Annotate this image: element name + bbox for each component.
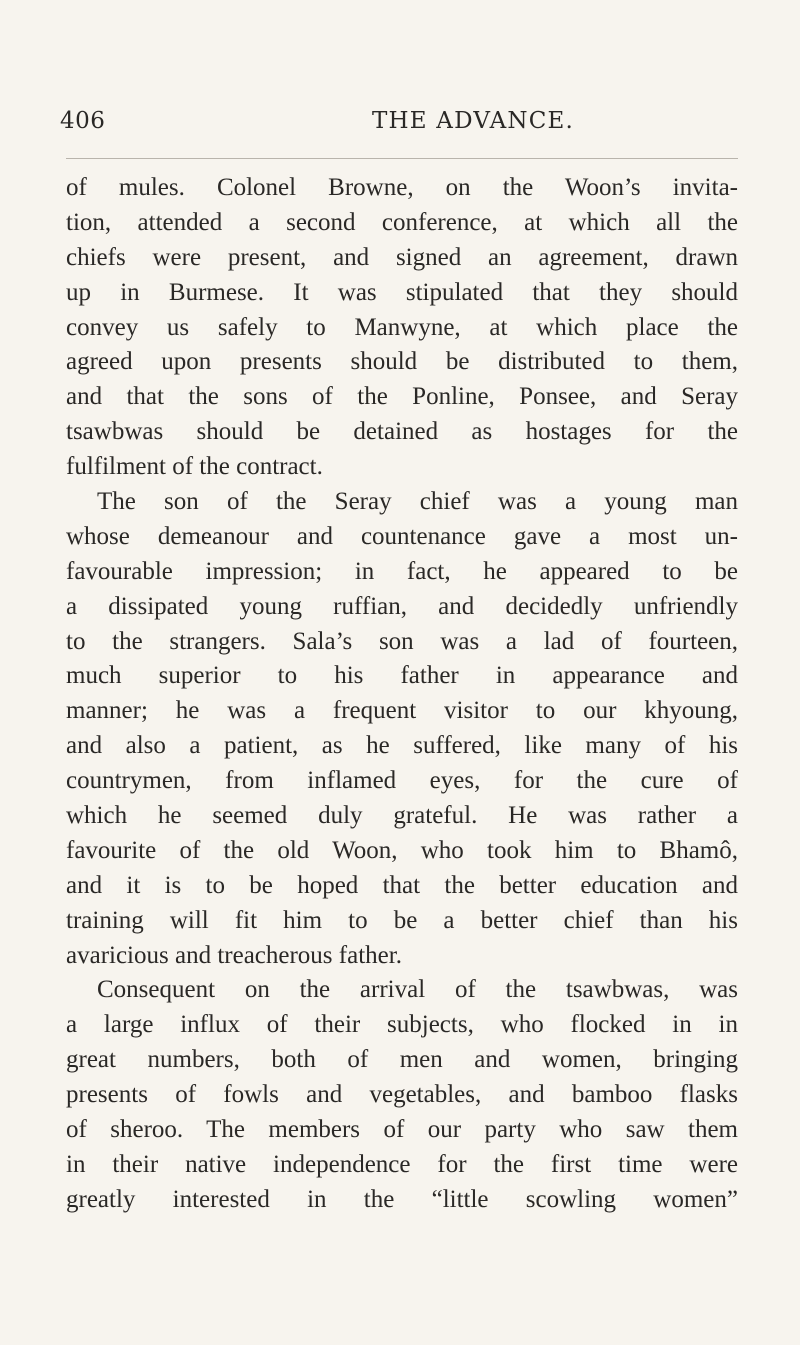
paragraph-2 — [66, 485, 738, 973]
text-line: a large influx of their subjects, who flocked in in — [66, 1011, 738, 1039]
text-line: of sheroo. The members of our party who saw them — [66, 1116, 738, 1144]
running-head — [60, 108, 740, 140]
page-number: 406 — [60, 108, 106, 134]
text-line: a dissipated young ruffian, and decidedly unfriendly — [66, 592, 738, 620]
text-line: manner; he was a frequent visitor to our khyoung, — [66, 697, 738, 725]
text-line: tion, attended a second conference, at which all the — [66, 208, 738, 236]
text-line: up in Burmese. It was stipulated that they should — [66, 278, 738, 306]
text-line: countrymen, from inflamed eyes, for the cure of — [66, 767, 738, 795]
paragraph-1 — [66, 171, 738, 485]
text-line: whose demeanour and countenance gave a most un- — [66, 522, 738, 550]
header-rule — [66, 158, 738, 159]
running-title: THE ADVANCE. — [372, 108, 575, 134]
text-line: favourable impression; in fact, he appeared to be — [66, 557, 738, 585]
text-line: and it is to be hoped that the better education and — [66, 871, 738, 899]
text-line: training will fit him to be a better chief than his — [66, 906, 738, 934]
text-line: agreed upon presents should be distributed to them, — [66, 348, 738, 376]
text-line: tsawbwas should be detained as hostages for the — [66, 418, 738, 446]
text-line: great numbers, both of men and women, bringing — [66, 1046, 738, 1074]
text-line: convey us safely to Manwyne, at which place the — [66, 313, 738, 341]
text-line: Consequent on the arrival of the tsawbwas, was — [97, 976, 738, 1004]
text-line: and also a patient, as he suffered, like many of his — [66, 732, 738, 760]
text-line: and that the sons of the Ponline, Ponsee, and Seray — [66, 383, 738, 411]
text-line: which he seemed duly grateful. He was rather a — [66, 802, 738, 830]
text-line: in their native independence for the first time were — [66, 1150, 738, 1178]
body-text — [66, 171, 738, 1218]
text-line: chiefs were present, and signed an agreement, drawn — [66, 243, 738, 271]
text-line: favourite of the old Woon, who took him to Bhamô, — [66, 836, 738, 864]
text-line: presents of fowls and vegetables, and bamboo flasks — [66, 1081, 738, 1109]
text-line: The son of the Seray chief was a young man — [97, 488, 738, 516]
text-line: avaricious and treacherous father. — [66, 941, 402, 969]
text-line: of mules. Colonel Browne, on the Woon’s invita- — [66, 174, 738, 201]
text-line: fulfilment of the contract. — [66, 453, 323, 481]
text-line: to the strangers. Sala’s son was a lad of fourteen, — [66, 627, 738, 655]
paragraph-3 — [66, 973, 738, 1217]
text-line: greatly interested in the “little scowling women” — [66, 1185, 738, 1213]
text-line: much superior to his father in appearance and — [66, 662, 738, 690]
